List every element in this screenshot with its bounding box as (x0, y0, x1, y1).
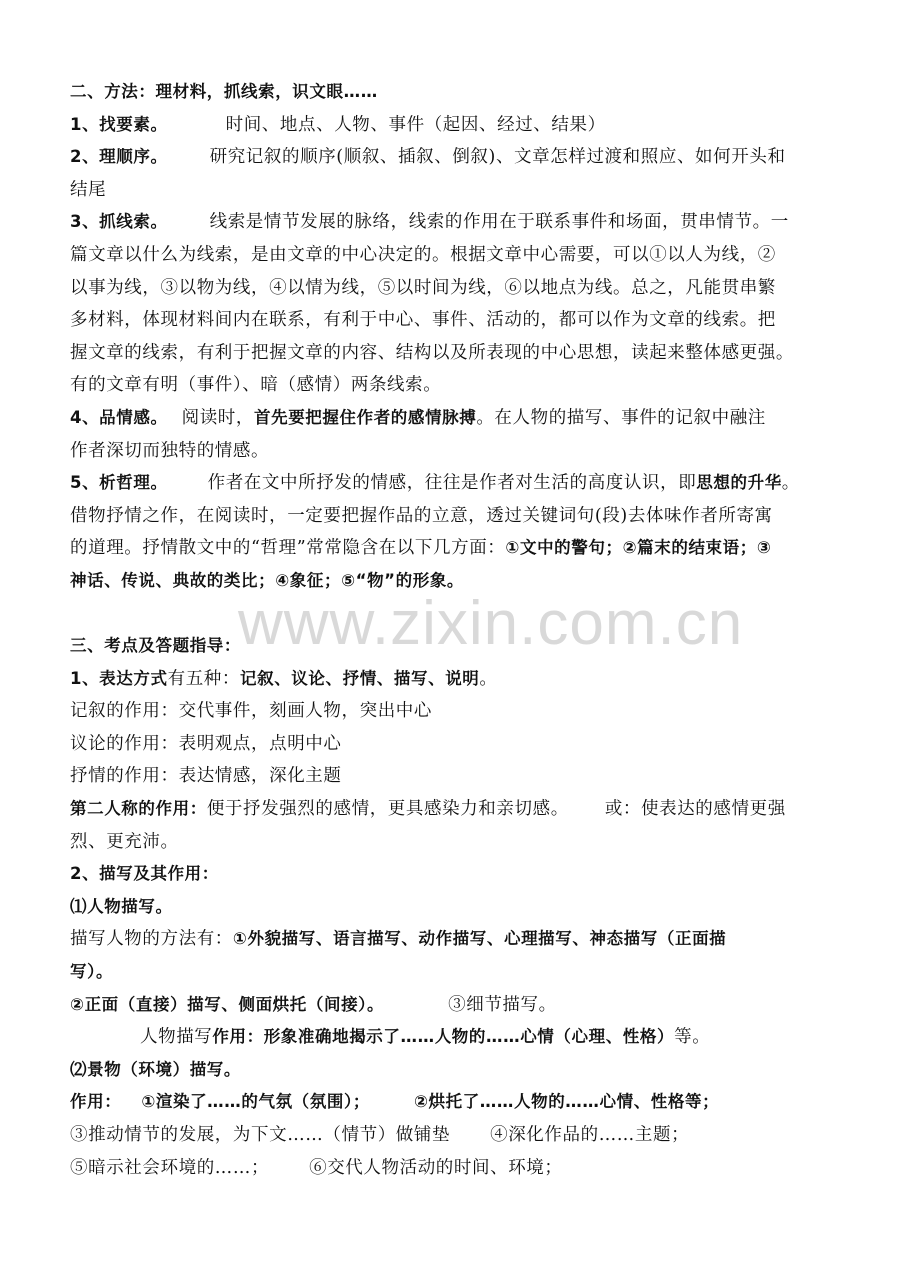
document-body (70, 76, 860, 1184)
character-methods (70, 923, 860, 956)
item-label: 第二人称的作用： (70, 799, 207, 819)
item-text: 等。 (674, 1027, 711, 1048)
character-methods-2 (70, 989, 860, 1022)
item-label: 5、析哲理。 (70, 473, 168, 493)
watermark: www.zixin.com.cn (238, 589, 744, 658)
item-philosophy (70, 467, 860, 500)
scene-role-2 (70, 1119, 860, 1152)
item-label: 作用： (70, 1092, 122, 1112)
item-text: 便于抒发强烈的感情，更具感染力和亲切感。 (206, 799, 569, 820)
item-text: 线索是情节发展的脉络，线索的作用在于联系事件和场面，贯串情节。一 (209, 212, 789, 233)
item-text-line: 以事为线，③以物为线，④以情为线，⑤以时间为线，⑥以地点为线。总之，凡能贯串繁 (70, 277, 776, 298)
item-text-line: 结尾 (70, 179, 107, 200)
scene-role-3 (70, 1152, 860, 1185)
item-text: 阅读时， (181, 407, 254, 428)
item-text: ⑤暗示社会环境的……； (70, 1157, 270, 1178)
item-emphasis: ①外貌描写、语言描写、动作描写、心理描写、神态描写（正面描 (232, 929, 727, 949)
item-text-line: 握文章的线索，有利于把握文章的内容、结构以及所表现的中心思想，读起来整体感更强。 (70, 342, 794, 363)
item-text: ③细节描写。 (448, 994, 557, 1015)
item-text-line (70, 532, 860, 565)
discussion-role: 议论的作用：表明观点，点明中心 (70, 733, 342, 754)
character-role (70, 1021, 860, 1054)
item-order (70, 141, 860, 174)
description-title: 2、描写及其作用： (70, 864, 219, 884)
item-text: 。 (781, 473, 800, 494)
second-person-role (70, 793, 860, 826)
item-text: ③推动情节的发展，为下文……（情节）做铺垫 (70, 1125, 451, 1145)
item-emphasis: 作用：形象准确地揭示了……人物的……心情（心理、性格） (212, 1027, 675, 1047)
item-emphasis: ②正面（直接）描写、侧面烘托（间接）。 (70, 994, 385, 1014)
item-emotion (70, 402, 860, 435)
character-description-title: ⑴人物描写。 (70, 896, 173, 916)
item-text-line: 有的文章有明（事件）、暗（感情）两条线索。 (70, 375, 442, 396)
item-text-line: 作者深切而独特的情感。 (70, 440, 270, 461)
item-emphasis: 思想的升华 (696, 473, 782, 493)
item-text-line: 借物抒情之作，在阅读时，一定要把握作品的立意，透过关键词句(段)去体味作者所寄寓 (70, 505, 773, 526)
item-text: 。 (479, 668, 498, 689)
item-label: 4、品情感。 (70, 407, 168, 427)
item-emphasis: 首先要把握住作者的感情脉搏 (254, 407, 477, 427)
item-find-elements (70, 109, 860, 142)
item-text-line: 神话、传说、典故的类比；④象征；⑤“物”的形象。 (70, 570, 465, 590)
scene-description-title: ⑵景物（环境）描写。 (70, 1059, 241, 1079)
item-text: 或：使表达的感情更强 (604, 799, 786, 820)
spacer (70, 598, 860, 631)
item-emphasis: ①渲染了……的气氛（氛围）； (141, 1092, 370, 1112)
lyric-role: 抒情的作用：表达情感，深化主题 (70, 766, 342, 787)
narration-role: 记叙的作用：交代事件，刻画人物，突出中心 (70, 701, 432, 722)
item-text-line: 多材料，体现材料间内在联系，有利于中心、事件、活动的，都可以作为文章的线索。把 (70, 310, 776, 331)
item-text: 时间、地点、人物、事件（起因、经过、结果） (225, 114, 606, 135)
item-clue (70, 206, 860, 239)
item-text-line: 篇文章以什么为线索，是由文章的中心决定的。根据文章中心需要，可以①以人为线，② (70, 244, 776, 265)
item-text: 的道理。抒情散文中的“哲理”常常隐含在以下几方面： (70, 538, 506, 559)
item-text: 作者在文中所抒发的情感，往往是作者对生活的高度认识，即 (207, 473, 697, 494)
item-emphasis: ②烘托了……人物的……心情、性格等； (413, 1092, 720, 1112)
item-label: 3、抓线索。 (70, 212, 168, 232)
item-text: 有五种： (167, 668, 240, 689)
item-label: 1、找要素。 (70, 114, 168, 134)
item-text: ⑥交代人物活动的时间、环境； (309, 1157, 563, 1178)
item-text: 。在人物的描写、事件的记叙中融注 (476, 407, 766, 428)
section-3-title: 三、考点及答题指导： (70, 636, 241, 656)
item-label: 2、理顺序。 (70, 147, 168, 167)
item-emphasis: ①文中的警句；②篇末的结束语；③ (505, 538, 772, 558)
expression-modes (70, 663, 860, 696)
section-2-title: 二、方法：理材料，抓线索，识文眼…… (70, 82, 378, 101)
item-emphasis: 记叙、议论、抒情、描写、说明 (240, 668, 480, 688)
item-text-line: 写）。 (70, 962, 114, 982)
item-text-line: 烈、更充沛。 (70, 831, 179, 852)
item-text: 人物描写 (140, 1027, 213, 1048)
scene-role-1 (70, 1086, 860, 1119)
item-text: 描写人物的方法有： (70, 929, 233, 950)
item-label: 1、表达方式 (70, 668, 168, 688)
item-text: 研究记叙的顺序(顺叙、插叙、倒叙)、文章怎样过渡和照应、如何开头和 (209, 147, 786, 168)
item-text: ④深化作品的……主题； (490, 1125, 690, 1145)
